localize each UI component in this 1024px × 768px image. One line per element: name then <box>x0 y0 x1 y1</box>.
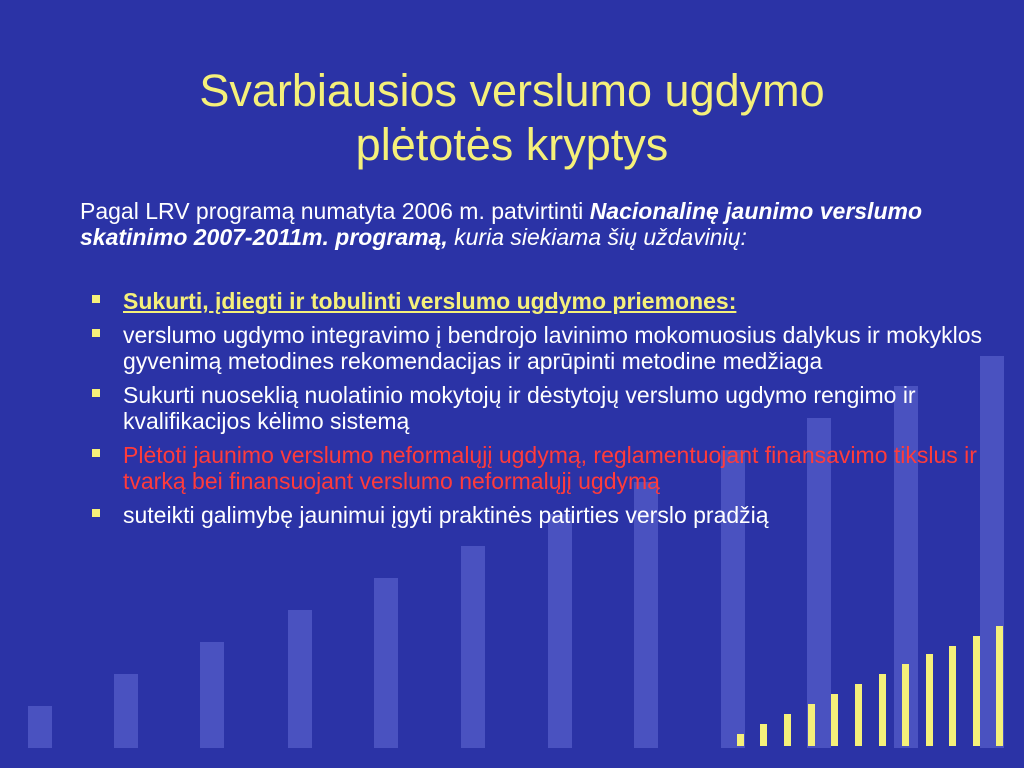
program-name: Nacionalinę jaunimo verslumo skatinimo 2007-2011m. programą, <box>80 198 922 250</box>
list-item <box>92 382 997 434</box>
list-item-text: verslumo ugdymo integravimo į bendrojo lavinimo mokomuosius dalykus ir mokyklos gyvenimą metodines rekomendacijas ir aprūpinti metodine medžiaga <box>123 322 983 374</box>
square-bullet-icon <box>92 449 100 457</box>
square-bullet-icon <box>92 329 100 337</box>
intro-text: Pagal LRV programą numatyta 2006 m. patvirtinti <box>80 198 590 224</box>
slide-title <box>0 64 1024 172</box>
list-item <box>92 288 997 314</box>
intro-tail: kuria siekiama šių uždavinių: <box>447 224 747 250</box>
list-item-text: suteikti galimybę jaunimui įgyti praktinės patirties verslo pradžią <box>123 502 769 528</box>
list-item <box>92 442 997 494</box>
task-list <box>92 288 997 536</box>
list-item <box>92 322 997 374</box>
square-bullet-icon <box>92 389 100 397</box>
square-bullet-icon <box>92 295 100 303</box>
list-item-text: Sukurti nuoseklią nuolatinio mokytojų ir dėstytojų verslumo ugdymo rengimo ir kvalifikacijos kėlimo sistemą <box>123 382 916 434</box>
list-item-text: Plėtoti jaunimo verslumo neformalųjį ugdymą, reglamentuojant finansavimo tikslus ir tvarką bei finansuojant verslumo neformalųjį ugdymą <box>123 442 977 494</box>
intro-paragraph <box>80 198 995 250</box>
slide-title-line2: plėtotės kryptys <box>355 119 669 170</box>
square-bullet-icon <box>92 509 100 517</box>
list-item <box>92 502 997 528</box>
list-item-text: Sukurti, įdiegti ir tobulinti verslumo ugdymo priemones: <box>123 288 737 314</box>
slide-title-line1: Svarbiausios verslumo ugdymo <box>199 65 825 116</box>
